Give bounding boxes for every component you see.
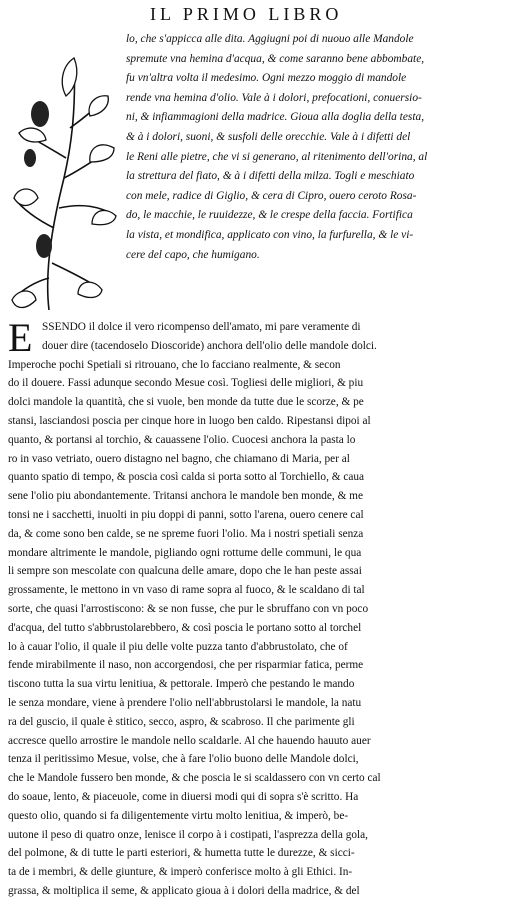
text-line: tenza il peritissimo Mesue, volse, che à fare l'olio buono delle Mandole dolci, — [8, 753, 359, 766]
text-line: grassa, & moltiplica il seme, & applicato gioua à i dolori della madrice, & del — [8, 884, 360, 897]
text-line: ro in vaso vetriato, ouero distagno nel bagno, che chiamano di Maria, per al — [8, 452, 350, 465]
text-line: d'acqua, del tutto s'abbrustolarebbero, & così poscia le portano sotto al torchel — [8, 621, 362, 634]
text-line: uutone il peso di quatro onze, lenisce il corpo à i costipati, l'asprezza della gola, — [8, 828, 368, 841]
text-line: do soaue, lento, & piaceuole, come in diuersi modi qui di sopra s'è scritto. Ha — [8, 790, 359, 803]
text-line: mondare altrimente le mandole, pigliando ogni rottume delle communi, le qua — [8, 546, 362, 559]
text-line: cere del capo, che humigano. — [126, 248, 260, 261]
top-paragraph — [126, 30, 522, 265]
text-line: ra del guscio, il quale è stitico, secco, aspro, & scabroso. Il che parimente gli — [8, 715, 355, 728]
text-line: dolci mandole la quantità, che si vuole, ben monde da tutte due le scorze, & pe — [8, 396, 364, 409]
text-line: quanto spatio di tempo, & poscia così calda si porta sotto al Torchiello, & caua — [8, 471, 365, 484]
text-line: che le Mandole fussero ben monde, & che poscia le si scaldassero con vn certo cal — [8, 772, 381, 785]
text-line: ni, & infiammagioni della madrice. Gioua alla doglia della testa, — [126, 111, 425, 124]
text-line: stansi, lasciandosi poscia per cinque hore in luogo ben caldo. Ripestansi dipoi al — [8, 414, 371, 427]
text-line: fu vn'altra volta il medesimo. Ogni mezzo moggio di mandole — [126, 72, 407, 85]
text-line: sene l'olio piu abondantemente. Tritansi anchora le mandole ben monde, & me — [8, 490, 363, 503]
text-line: la vista, et mondifica, applicato con vino, la furfurella, & le vi- — [126, 228, 414, 241]
text-line: Imperoche pochi Spetiali si ritrouano, che lo facciano realmente, & secon — [8, 358, 341, 371]
text-line: spremute vna hemina d'acqua, & come saranno bene abbombate, — [126, 52, 425, 65]
almond-branch-illustration — [4, 38, 126, 318]
text-line: tonsi ne i sacchetti, inuolti in piu doppi di panni, sotto l'arena, ouero cenere cal — [8, 508, 364, 521]
text-line: & à i dolori, suoni, & susfoli delle orecchie. Vale à i difetti del — [126, 130, 411, 143]
text-line: lo à cauar l'olio, il quale il piu delle volte puzza tanto d'abbrustolato, che of — [8, 640, 348, 653]
text-line: le senza mondare, viene à prendere l'olio nell'abbrustolarsi le mandole, la natu — [8, 696, 362, 709]
text-line: tiscono tutta la sua virtu lenitiua, & pettorale. Imperò che pestando le mando — [8, 678, 355, 691]
drop-capital: E — [8, 315, 33, 360]
text-line: sorte, che quasi l'arrostiscono: & se non fusse, che pur le sbruffano con vn poco — [8, 602, 369, 615]
text-line: do il douere. Fassi adunque secondo Mesue così. Togliesi delle migliori, & piu — [8, 377, 364, 390]
text-line: ta de i membri, & delle giunture, & imperò conferisce molto à gli Ethici. In- — [8, 866, 353, 879]
text-line: quanto, & portansi al torchio, & cauassene l'olio. Cuocesi anchora la pasta lo — [8, 433, 356, 446]
text-line: accresce quello arrostire le mandole nello scaldarle. Al che hauendo hauuto auer — [8, 734, 371, 747]
text-line: grossamente, le mettono in vn vaso di rame sopra al fuoco, & le scaldano di tal — [8, 584, 365, 597]
text-line: le Reni alle pietre, che vi si generano, al ritenimento dell'orina, al — [126, 150, 428, 163]
text-line: lo, che s'appicca alle dita. Aggiugni poi di nuouo alle Mandole — [126, 33, 414, 45]
text-line: do, le macchie, le ruuidezze, & le crespe della faccia. Fortifica — [126, 209, 413, 222]
text-line: SSENDO il dolce il vero ricompenso dell'amato, mi pare veramente di — [42, 321, 361, 333]
text-line: con mele, radice di Giglio, & cera di Cipro, ouero ceroto Rosa- — [126, 189, 417, 202]
text-line: li sempre son mescolate con qualcuna delle amare, dopo che le han peste assai — [8, 565, 362, 578]
text-line: rende vna hemina d'olio. Vale à i dolori, prefocationi, conuersio- — [126, 91, 422, 104]
text-line: da, & come sono ben calde, se ne spreme fuori l'olio. Ma i nostri spetiali senza — [8, 527, 364, 540]
text-line: fende mirabilmente il naso, non accorgendosi, che per risparmiar fatica, perme — [8, 659, 364, 672]
text-line: del polmone, & di tutte le parti esteriori, & humetta tutte le durezze, & sicci- — [8, 847, 355, 860]
running-head: IL PRIMO LIBRO — [150, 4, 343, 24]
text-line: questo olio, quando si fa diligentemente virtu molto lenitiua, & imperò, be- — [8, 809, 349, 822]
text-line: la strettura del fiato, & à i difetti della milza. Togli e meschiato — [126, 170, 415, 183]
text-line: douer dire (tacendoselo Dioscoride) anchora dell'olio delle mandole dolci. — [42, 339, 377, 352]
main-paragraph — [8, 315, 522, 901]
